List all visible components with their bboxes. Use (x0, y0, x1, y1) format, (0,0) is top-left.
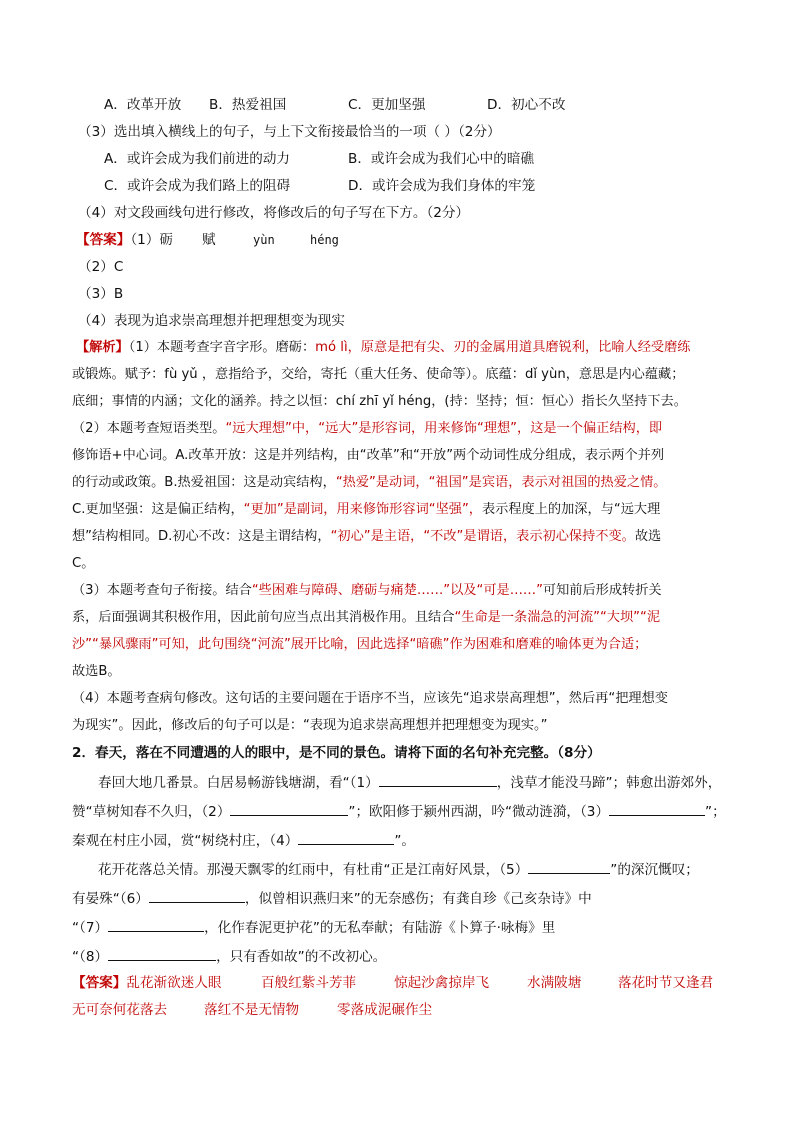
analysis-2-line-3 (72, 473, 666, 493)
q3-option-c: C．或许会成为我们路上的阻碍 (104, 178, 291, 194)
q2-answer-4: 水满陂塘 (527, 975, 582, 991)
q2-text: ”。 (394, 833, 416, 849)
analysis-2-line-1 (72, 419, 662, 439)
analysis-2-line-5 (72, 527, 661, 547)
option-a: A．改革开放 (104, 97, 182, 113)
analysis-2-text: （2）本题考查短语类型。 (72, 421, 226, 436)
analysis-1-line-2: 或锻炼。赋予：fù yǔ ，意指给予，交给，寄托（重大任务、使命等）。底蕴：dǐ yùn，意思是内心蕴藏； (72, 367, 685, 382)
q2-text: ”； (705, 804, 726, 820)
analysis-1-text: （1）本题考查字音字形。磨砺： (128, 340, 316, 355)
answer-tag: 【答案】 (76, 232, 131, 248)
analysis-3-text-b: 可知前后形成转折关 (542, 583, 662, 598)
q2-para2-line4 (72, 946, 386, 967)
answer-1-fu: 赋 (202, 232, 216, 248)
analysis-2-line-4 (72, 500, 660, 520)
answer-4: （4）表现为追求崇高理想并把理想变为现实 (78, 313, 345, 329)
analysis-2-line-6: C。 (72, 556, 95, 571)
q2-text: 赞“草树知春不久归，（2） (72, 804, 231, 820)
q2-answer-7: 落红不是无情物 (204, 1002, 300, 1018)
q2-text: ，只有香如故”的不改初心。 (216, 949, 387, 965)
analysis-1-line-1 (76, 338, 690, 358)
answer-1-heng: héng (310, 233, 339, 247)
answer-1: （1）砺 (130, 232, 174, 248)
blank-8[interactable] (108, 946, 216, 961)
q2-text: “（7） (72, 920, 109, 936)
q2-para2-line3 (72, 917, 555, 938)
q2-answer-1: 乱花渐欲迷人眼 (126, 975, 222, 991)
analysis-3-line-4: 故选B。 (72, 664, 121, 679)
q4-stem: （4）对文段画线句进行修改，将修改后的句子写在下方。（2分） (78, 205, 470, 221)
analysis-2-text-5: 想”结构相同。D.初心不改：这是主谓结构， (72, 529, 331, 544)
q2-answer-6: 无可奈何花落去 (72, 1002, 168, 1018)
analysis-2-red-4: “更加”是副词，用来修饰形容词“坚强”， (243, 502, 482, 517)
answer-line-1 (76, 230, 339, 250)
q2-answer-tag: 【答案】 (72, 975, 127, 991)
q2-text: ，浅草才能没马蹄”；韩愈出游郊外， (496, 775, 722, 791)
answer-2: （2）C (78, 259, 124, 275)
analysis-2-text-4b: 表示程度上的加深，与“远大理 (481, 502, 661, 517)
analysis-2-line-2: 修饰语+中心词。A.改革开放：这是并列结构，由“改革”和“开放”两个动词性成分组成，表示两个并列 (72, 448, 665, 463)
analysis-1-line-3: 底细；事情的内涵；文化的涵养。持之以恒：chí zhī yǐ héng，(持：坚持；恒：恒心）指长久坚持下去。 (72, 394, 687, 409)
analysis-2-red-3: “热爱”是动词，“祖国”是宾语，表示对祖国的热爱之情。 (335, 475, 667, 490)
option-d: D．初心不改 (487, 97, 566, 113)
analysis-4-line-1: （4）本题考查病句修改。这句话的主要问题在于语序不当，应该先“追求崇高理想”，然后再“把理想变 (72, 691, 668, 706)
question-2-stem: 2．春天，落在不同遭遇的人的眼中，是不同的景色。请将下面的名句补充完整。（8分） (72, 745, 601, 761)
analysis-3-line-1 (72, 581, 662, 601)
analysis-tag: 【解析】 (76, 340, 129, 355)
q2-para2-line2 (72, 888, 592, 909)
blank-5[interactable] (528, 859, 610, 874)
q3-stem: （3）选出填入横线上的句子，与上下文衔接最恰当的一项（ ）（2分） (78, 124, 501, 140)
analysis-3-line-3: 沙”“暴风骤雨”可知，此句围绕“河流”展开比喻，因此选择“暗礁”作为困难和磨难的喻体更为合适； (72, 637, 648, 652)
blank-4[interactable] (298, 830, 394, 845)
q2-answer-5: 落花时节又逢君 (618, 975, 714, 991)
blank-2[interactable] (230, 801, 348, 816)
q2-answer-3: 惊起沙禽掠岸飞 (394, 975, 490, 991)
analysis-2-red: “远大理想”中，“远大”是形容词，用来修饰“理想”，这是一个偏正结构，即 (225, 421, 663, 436)
q2-text: ，化作春泥更护花”的无私奉献；有陆游《卜算子·咏梅》里 (204, 920, 556, 936)
answer-3: （3）B (78, 286, 124, 302)
q2-text: 花开花落总关情。那漫天飘零的红雨中，有杜甫“正是江南好风景，（5） (98, 862, 529, 878)
blank-6[interactable] (149, 888, 245, 903)
option-c: C．更加坚强 (348, 97, 426, 113)
analysis-3-text-2: 系，后面强调其积极作用，因此前句应当点出其消极作用。且结合 (72, 610, 455, 625)
analysis-3-line-2 (72, 608, 660, 628)
q2-text: “（8） (72, 949, 109, 965)
q2-para1-line1 (98, 772, 721, 793)
q2-para1-line3 (72, 830, 415, 851)
q2-text: 有晏殊“（6） (72, 891, 149, 907)
blank-1[interactable] (379, 772, 497, 787)
analysis-3-red: “些困难与障碍、磨砺与痛楚……”以及“可是……” (251, 583, 543, 598)
q2-text: 春回大地几番景。白居易畅游钱塘湖，看“（1） (98, 775, 379, 791)
answer-1-yun: yùn (253, 233, 275, 247)
analysis-1-red: mó lì，原意是把有尖、刃的金属用道具磨锐利，比喻人经受磨练 (315, 340, 691, 355)
option-b: B．热爱祖国 (209, 97, 287, 113)
analysis-3-red-2: “生命是一条湍急的河流”“大坝”“泥 (454, 610, 661, 625)
q2-answer-2: 百般红紫斗芳菲 (261, 975, 357, 991)
q3-option-d: D．或许会成为我们身体的牢笼 (348, 178, 536, 194)
q3-option-b: B．或许会成为我们心中的暗礁 (348, 151, 535, 167)
analysis-2-tail: 故选 (634, 529, 662, 544)
analysis-2-text-4a: C.更加坚强：这是偏正结构， (72, 502, 244, 517)
analysis-3-text: （3）本题考查句子衔接。结合 (72, 583, 252, 598)
analysis-2-text-3: 的行动或政策。B.热爱祖国：这是动宾结构， (72, 475, 336, 490)
blank-7[interactable] (108, 917, 204, 932)
q2-text: ，似曾相识燕归来”的无奈感伤；有龚自珍《己亥杂诗》中 (244, 891, 592, 907)
blank-3[interactable] (609, 801, 705, 816)
q2-para1-line2 (72, 801, 726, 822)
q2-text: ”的深沉慨叹； (610, 862, 699, 878)
analysis-2-red-5: “初心”是主语，“不改”是谓语，表示初心保持不变。 (330, 529, 635, 544)
q3-option-a: A．或许会成为我们前进的动力 (104, 151, 291, 167)
q2-text: 秦观在村庄小园，赏“树绕村庄，（4） (72, 833, 299, 849)
q2-answer-row-2 (72, 1000, 433, 1020)
q2-text: ”；欧阳修于颍州西湖，吟“微动涟漪，（3） (348, 804, 610, 820)
q2-para2-line1 (98, 859, 699, 880)
q2-answer-row-1 (72, 973, 714, 993)
analysis-4-line-2: 为现实”。因此，修改后的句子可以是：“表现为追求崇高理想并把理想变为现实。” (72, 718, 548, 733)
q2-answer-8: 零落成泥碾作尘 (337, 1002, 433, 1018)
